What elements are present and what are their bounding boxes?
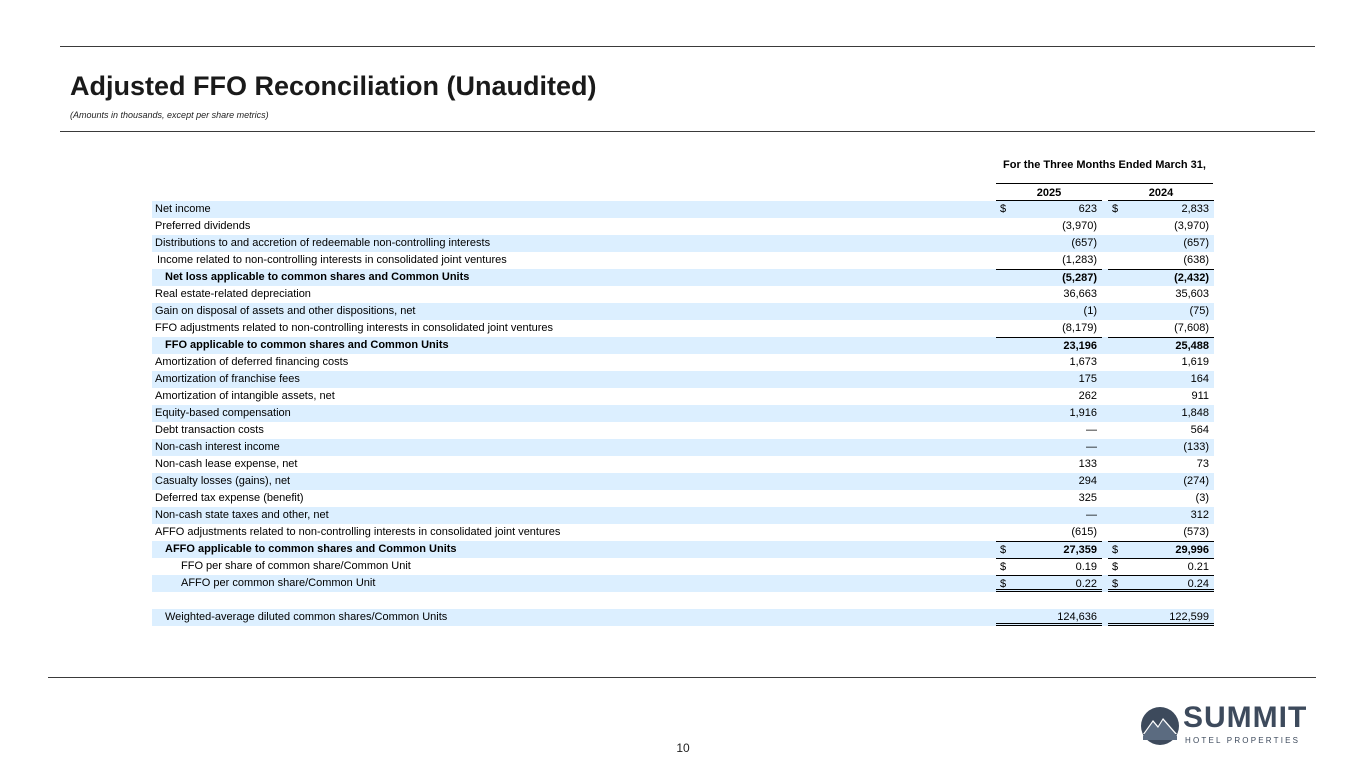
value-2024: (7,608) bbox=[1174, 322, 1209, 334]
table-row bbox=[152, 201, 1214, 218]
currency-symbol: $ bbox=[1112, 578, 1119, 590]
column-header-2025: 2025 bbox=[1036, 187, 1062, 199]
value-2025: 0.22 bbox=[1075, 578, 1097, 590]
value-2025: 0.19 bbox=[1075, 561, 1097, 573]
value-2024: 1,848 bbox=[1181, 407, 1209, 419]
value-2024: (133) bbox=[1183, 441, 1209, 453]
subtotal-row bbox=[152, 269, 1214, 286]
value-2025: 262 bbox=[1078, 390, 1097, 402]
table-row bbox=[152, 490, 1214, 507]
table-row bbox=[152, 218, 1214, 235]
value-2025: (8,179) bbox=[1062, 322, 1097, 334]
currency-symbol: $ bbox=[1000, 578, 1007, 590]
row-label: Net loss applicable to common shares and Common Units bbox=[165, 271, 470, 283]
value-2024: (3,970) bbox=[1174, 220, 1209, 232]
value-2025: (615) bbox=[1071, 526, 1097, 538]
row-label: Amortization of franchise fees bbox=[155, 373, 300, 385]
value-2024: 1,619 bbox=[1181, 356, 1209, 368]
total-row bbox=[152, 541, 1214, 558]
value-2025: 124,636 bbox=[1057, 611, 1097, 623]
value-2024: 312 bbox=[1190, 509, 1209, 521]
row-label: Distributions to and accretion of redeemable non-controlling interests bbox=[155, 237, 491, 249]
value-2024: (573) bbox=[1183, 526, 1209, 538]
header-rule bbox=[60, 131, 1315, 132]
footer-rule bbox=[48, 677, 1316, 678]
value-2025: — bbox=[1086, 424, 1097, 436]
table-row bbox=[152, 439, 1214, 456]
value-2024: (638) bbox=[1183, 254, 1209, 266]
table-row bbox=[152, 286, 1214, 303]
row-label: FFO applicable to common shares and Common Units bbox=[165, 339, 449, 351]
currency-symbol: $ bbox=[1000, 544, 1007, 556]
page-number: 10 bbox=[676, 741, 690, 755]
per-share-row bbox=[152, 575, 1214, 592]
row-label: AFFO per common share/Common Unit bbox=[181, 577, 376, 589]
row-label: FFO adjustments related to non-controlling interests in consolidated joint ventures bbox=[155, 322, 554, 334]
page-title: Adjusted FFO Reconciliation (Unaudited) bbox=[70, 71, 597, 101]
value-2024: 0.24 bbox=[1187, 578, 1209, 590]
value-2025: — bbox=[1086, 509, 1097, 521]
spacer-row bbox=[152, 592, 1214, 609]
value-2025: 1,916 bbox=[1069, 407, 1097, 419]
currency-symbol: $ bbox=[1112, 561, 1119, 573]
value-2024: (274) bbox=[1183, 475, 1209, 487]
period-header: For the Three Months Ended March 31, bbox=[1003, 159, 1206, 171]
value-2025: — bbox=[1086, 441, 1097, 453]
table-row bbox=[152, 405, 1214, 422]
table-row bbox=[152, 252, 1214, 269]
value-2025: 325 bbox=[1078, 492, 1097, 504]
top-rule bbox=[60, 46, 1315, 47]
value-2024: (3) bbox=[1195, 492, 1209, 504]
value-2025: 27,359 bbox=[1063, 544, 1097, 556]
value-2024: 911 bbox=[1191, 390, 1209, 402]
value-2025: (5,287) bbox=[1062, 272, 1097, 284]
value-2025: (657) bbox=[1071, 237, 1097, 249]
reconciliation-table bbox=[152, 201, 1214, 626]
column-header-2024: 2024 bbox=[1148, 187, 1174, 199]
value-2024: 164 bbox=[1190, 373, 1209, 385]
value-2024: 73 bbox=[1196, 458, 1209, 470]
currency-symbol: $ bbox=[1112, 544, 1119, 556]
value-2025: 175 bbox=[1078, 373, 1097, 385]
table-row bbox=[152, 320, 1214, 337]
per-share-row bbox=[152, 558, 1214, 575]
table-row bbox=[152, 524, 1214, 541]
value-2025: 623 bbox=[1078, 203, 1097, 215]
row-label: AFFO applicable to common shares and Common Units bbox=[165, 543, 457, 555]
table-row bbox=[152, 456, 1214, 473]
row-label: Amortization of intangible assets, net bbox=[155, 390, 335, 402]
value-2025: 133 bbox=[1078, 458, 1097, 470]
table-row bbox=[152, 388, 1214, 405]
row-label: Non-cash lease expense, net bbox=[155, 458, 298, 470]
value-2025: (1) bbox=[1083, 305, 1097, 317]
row-label: Weighted-average diluted common shares/Common Units bbox=[165, 611, 448, 623]
currency-symbol: $ bbox=[1000, 561, 1007, 573]
value-2024: (657) bbox=[1183, 237, 1209, 249]
row-label: Income related to non-controlling interests in consolidated joint ventures bbox=[157, 254, 507, 266]
value-2024: 564 bbox=[1190, 424, 1209, 436]
value-2024: (75) bbox=[1189, 305, 1209, 317]
row-label: Non-cash interest income bbox=[155, 441, 280, 453]
value-2024: (2,432) bbox=[1174, 272, 1209, 284]
table-row bbox=[152, 235, 1214, 252]
row-label: Non-cash state taxes and other, net bbox=[155, 509, 329, 521]
period-header-rule bbox=[996, 183, 1213, 184]
value-2025: 23,196 bbox=[1063, 340, 1097, 352]
table-row bbox=[152, 371, 1214, 388]
logo-tagline: HOTEL PROPERTIES bbox=[1185, 736, 1301, 745]
row-label: Casualty losses (gains), net bbox=[155, 475, 291, 487]
shares-row bbox=[152, 609, 1214, 626]
currency-symbol: $ bbox=[1112, 203, 1119, 215]
row-label: Debt transaction costs bbox=[155, 424, 264, 436]
logo-wordmark: SUMMIT bbox=[1183, 701, 1308, 734]
row-label: Net income bbox=[155, 203, 211, 215]
value-2025: 294 bbox=[1078, 475, 1097, 487]
row-label: Real estate-related depreciation bbox=[155, 288, 311, 300]
value-2024: 2,833 bbox=[1181, 203, 1209, 215]
row-label: FFO per share of common share/Common Unit bbox=[181, 560, 411, 572]
table-row bbox=[152, 422, 1214, 439]
currency-symbol: $ bbox=[1000, 203, 1007, 215]
table-row bbox=[152, 473, 1214, 490]
page-subtitle: (Amounts in thousands, except per share metrics) bbox=[70, 110, 269, 120]
value-2024: 25,488 bbox=[1175, 340, 1209, 352]
row-label: Amortization of deferred financing costs bbox=[155, 356, 349, 368]
table-row bbox=[152, 354, 1214, 371]
table-row bbox=[152, 303, 1214, 320]
value-2024: 35,603 bbox=[1175, 288, 1209, 300]
value-2025: 36,663 bbox=[1063, 288, 1097, 300]
value-2024: 122,599 bbox=[1169, 611, 1209, 623]
table-row bbox=[152, 507, 1214, 524]
value-2025: (3,970) bbox=[1062, 220, 1097, 232]
row-label: AFFO adjustments related to non-controlling interests in consolidated joint ventures bbox=[155, 526, 561, 538]
row-label: Preferred dividends bbox=[155, 220, 251, 232]
value-2025: 1,673 bbox=[1069, 356, 1097, 368]
row-label: Deferred tax expense (benefit) bbox=[155, 492, 304, 504]
row-label: Equity-based compensation bbox=[155, 407, 291, 419]
value-2024: 0.21 bbox=[1187, 561, 1209, 573]
subtotal-row bbox=[152, 337, 1214, 354]
value-2024: 29,996 bbox=[1175, 544, 1209, 556]
value-2025: (1,283) bbox=[1062, 254, 1097, 266]
row-label: Gain on disposal of assets and other dispositions, net bbox=[155, 305, 416, 317]
